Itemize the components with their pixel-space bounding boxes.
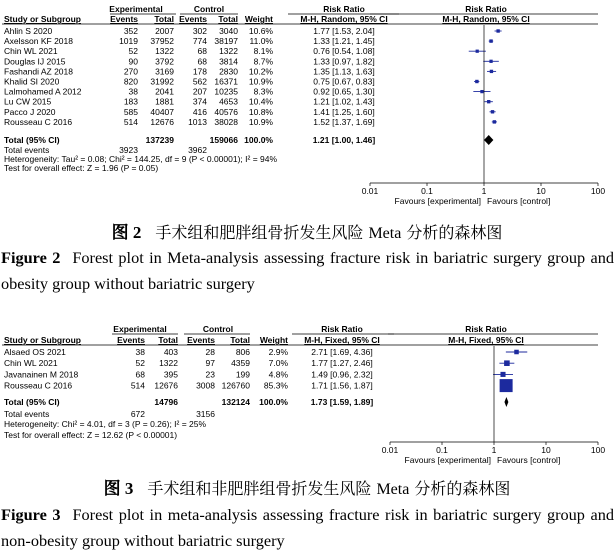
experimental-total: 3169 xyxy=(155,66,174,77)
study-row xyxy=(4,66,375,76)
study-column-header: Study or Subgroup xyxy=(4,14,81,24)
study-weight: 10.9% xyxy=(248,116,273,127)
risk-ratio-ci: 1.49 [0.96, 2.32] xyxy=(311,369,373,380)
study-weight: 7.0% xyxy=(268,358,288,369)
x-tick-label: 0.1 xyxy=(436,445,448,455)
favours-experimental-label: Favours [experimental] xyxy=(404,455,491,465)
effect-square xyxy=(476,50,479,53)
experimental-total: 1322 xyxy=(155,46,174,57)
control-events: 416 xyxy=(192,106,207,117)
effect-square xyxy=(487,100,490,103)
study-row xyxy=(4,46,375,56)
experimental-total: 31992 xyxy=(150,76,174,87)
experimental-events: 52 xyxy=(128,46,138,57)
control-total: 40576 xyxy=(214,106,238,117)
effect-square xyxy=(480,90,483,93)
effect-square xyxy=(504,360,510,366)
control-events: 23 xyxy=(205,369,215,380)
experimental-events: 52 xyxy=(135,358,145,369)
study-row xyxy=(4,107,375,117)
control-events: 562 xyxy=(192,76,207,87)
effect-square xyxy=(489,39,492,42)
effect-square xyxy=(500,379,513,392)
control-events: 1013 xyxy=(188,116,207,127)
experimental-total: 403 xyxy=(163,347,178,357)
figure2-en-label: Figure 2 xyxy=(1,248,61,267)
figure3-zh-text-a: 手术组和非肥胖组骨折发生风险 xyxy=(147,479,377,498)
heterogeneity-text: Heterogeneity: Chi² = 4.01, df = 3 (P = 0.26); I² = 25% xyxy=(4,419,207,429)
control-total: 38028 xyxy=(214,116,238,127)
pooled-diamond xyxy=(504,397,508,407)
total-row xyxy=(4,397,373,407)
study-name: Chin WL 2021 xyxy=(4,358,58,369)
study-weight: 10.2% xyxy=(248,66,273,77)
control-total: 10235 xyxy=(214,86,238,97)
study-row xyxy=(4,56,375,66)
experimental-events: 514 xyxy=(123,116,138,127)
study-weight: 2.9% xyxy=(268,347,288,357)
risk-ratio-ci: 0.76 [0.54, 1.08] xyxy=(313,46,375,57)
experimental-total: 1881 xyxy=(155,96,174,107)
control-header: Control xyxy=(202,324,234,334)
forest-plot-fig3 xyxy=(0,318,614,468)
risk-ratio-header: Risk Ratio xyxy=(323,4,365,14)
study-name: Axelsson KF 2018 xyxy=(4,36,73,47)
total-column-header: Total xyxy=(158,335,178,345)
experimental-events: 585 xyxy=(123,106,138,117)
effect-square xyxy=(490,70,493,73)
total-ci: 1.21 [1.00, 1.46] xyxy=(312,135,376,145)
control-events: 302 xyxy=(192,26,207,36)
study-weight: 10.8% xyxy=(248,106,273,117)
control-events: 207 xyxy=(192,86,207,97)
study-row xyxy=(4,358,373,368)
x-tick-label: 1 xyxy=(481,186,487,196)
favours-control-label: Favours [control] xyxy=(497,455,561,465)
total-events-control: 3156 xyxy=(196,409,215,419)
risk-ratio-plot-header: Risk Ratio xyxy=(465,4,507,14)
total-events-control: 3962 xyxy=(188,145,207,155)
total-control: 159066 xyxy=(209,135,238,145)
heterogeneity-text: Heterogeneity: Tau² = 0.08; Chi² = 144.25, df = 9 (P < 0.00001); I² = 94% xyxy=(4,154,278,164)
total-events-label: Total events xyxy=(4,409,50,419)
study-name: Fashandi AZ 2018 xyxy=(4,66,73,77)
control-total: 2830 xyxy=(219,66,238,77)
total-row xyxy=(4,135,375,145)
control-events: 28 xyxy=(205,347,215,357)
experimental-header: Experimental xyxy=(113,324,167,334)
study-weight: 10.6% xyxy=(248,26,273,36)
study-weight: 8.7% xyxy=(253,56,273,67)
experimental-events: 352 xyxy=(123,26,138,36)
figure2-zh-text-a: 手术组和肥胖组骨折发生风险 xyxy=(155,223,369,242)
study-name: Lalmohamed A 2012 xyxy=(4,86,82,97)
control-events-column-header: Events xyxy=(179,14,207,24)
x-tick-label: 1 xyxy=(491,445,497,455)
figure2-zh-label: 图 2 xyxy=(111,223,142,242)
total-events-experimental: 3923 xyxy=(119,145,138,155)
control-total: 4359 xyxy=(231,358,250,369)
control-header: Control xyxy=(193,4,225,14)
total-experimental: 14796 xyxy=(154,397,178,407)
study-row xyxy=(4,87,375,97)
control-events: 3008 xyxy=(196,380,215,391)
figure3-en-text: Forest plot in meta-analysis assessing fracture risk in bariatric surgery group and non-obesity group without bariatric surgery xyxy=(1,505,614,550)
risk-ratio-ci: 1.77 [1.27, 2.46] xyxy=(311,358,373,369)
study-weight: 4.8% xyxy=(268,369,288,380)
study-weight: 10.4% xyxy=(248,96,273,107)
study-row xyxy=(4,381,373,391)
favours-experimental-label: Favours [experimental] xyxy=(394,196,481,206)
overall-effect-text: Test for overall effect: Z = 12.62 (P < 0.00001) xyxy=(4,430,178,440)
risk-ratio-ci: 1.77 [1.53, 2.04] xyxy=(313,26,375,36)
x-tick-label: 0.01 xyxy=(381,445,399,455)
control-total: 1322 xyxy=(219,46,238,57)
total-weight: 100.0% xyxy=(244,135,273,145)
control-events: 374 xyxy=(192,96,207,107)
total-label: Total (95% CI) xyxy=(4,397,60,407)
total-ci: 1.73 [1.59, 1.89] xyxy=(310,397,374,407)
effect-square xyxy=(496,29,499,32)
total-control: 132124 xyxy=(221,397,250,407)
study-name: Javanainen M 2018 xyxy=(4,369,79,380)
study-name: Alsaed OS 2021 xyxy=(4,347,66,357)
study-column-header: Study or Subgroup xyxy=(4,335,81,345)
effect-square xyxy=(489,60,492,63)
experimental-events: 270 xyxy=(123,66,138,77)
x-tick-label: 10 xyxy=(541,445,551,455)
experimental-events: 820 xyxy=(123,76,138,87)
experimental-events: 38 xyxy=(128,86,138,97)
study-name: Chin WL 2021 xyxy=(4,46,58,57)
experimental-events: 90 xyxy=(128,56,138,67)
figure3-caption-en xyxy=(0,502,614,554)
forest-plot-fig2 xyxy=(0,0,614,214)
experimental-total: 2041 xyxy=(155,86,174,97)
risk-ratio-ci: 1.52 [1.37, 1.69] xyxy=(313,116,375,127)
figure2-caption-en xyxy=(0,245,614,297)
control-total: 38197 xyxy=(214,36,238,47)
control-events-column-header: Events xyxy=(187,335,215,345)
study-row xyxy=(4,77,375,87)
risk-ratio-plot-header: Risk Ratio xyxy=(465,324,507,334)
x-tick-label: 0.1 xyxy=(421,186,433,196)
risk-ratio-ci: 1.21 [1.02, 1.43] xyxy=(313,96,375,107)
study-row xyxy=(4,369,373,379)
risk-ratio-ci: 1.33 [0.97, 1.82] xyxy=(313,56,375,67)
effect-square xyxy=(475,80,478,83)
study-row xyxy=(4,97,375,107)
experimental-events: 514 xyxy=(130,380,145,391)
control-total: 3814 xyxy=(219,56,238,67)
total-experimental: 137239 xyxy=(145,135,174,145)
study-name: Rousseau C 2016 xyxy=(4,116,73,127)
experimental-total: 2007 xyxy=(155,26,174,36)
experimental-events: 38 xyxy=(135,347,145,357)
pooled-diamond xyxy=(484,135,493,145)
total-label: Total (95% CI) xyxy=(4,135,60,145)
study-name: Douglas IJ 2015 xyxy=(4,56,66,67)
study-weight: 8.3% xyxy=(253,86,273,97)
study-row xyxy=(4,36,375,46)
method-column-header: M-H, Random, 95% CI xyxy=(300,14,388,24)
effect-square xyxy=(500,372,505,377)
experimental-events: 68 xyxy=(135,369,145,380)
study-weight: 85.3% xyxy=(263,380,288,391)
risk-ratio-ci: 2.71 [1.69, 4.36] xyxy=(311,347,373,357)
control-total: 16371 xyxy=(214,76,238,87)
study-row xyxy=(4,117,375,127)
experimental-total: 12676 xyxy=(154,380,178,391)
total-events-experimental: 672 xyxy=(130,409,145,419)
x-tick-label: 100 xyxy=(590,445,606,455)
method-column-header: M-H, Fixed, 95% CI xyxy=(304,335,380,345)
x-tick-label: 100 xyxy=(590,186,606,196)
weight-column-header: Weight xyxy=(259,335,288,345)
control-events: 68 xyxy=(197,56,207,67)
figure3-zh-meta: Meta xyxy=(376,481,410,498)
x-tick-label: 0.01 xyxy=(361,186,379,196)
figure2-zh-meta: Meta xyxy=(368,225,402,242)
study-name: Khalid SI 2020 xyxy=(4,76,60,87)
risk-ratio-ci: 1.41 [1.25, 1.60] xyxy=(313,106,375,117)
experimental-total: 3792 xyxy=(155,56,174,67)
control-total: 806 xyxy=(235,347,250,357)
experimental-total: 37952 xyxy=(150,36,174,47)
experimental-header: Experimental xyxy=(109,4,163,14)
experimental-total: 395 xyxy=(163,369,178,380)
total-events-label: Total events xyxy=(4,145,50,155)
method-plot-header: M-H, Fixed, 95% CI xyxy=(448,335,524,345)
total-events-row xyxy=(4,409,215,419)
figure3-caption-zh xyxy=(0,474,614,499)
experimental-events: 183 xyxy=(123,96,138,107)
study-weight: 8.1% xyxy=(253,46,273,57)
control-total-column-header: Total xyxy=(230,335,250,345)
risk-ratio-ci: 1.71 [1.56, 1.87] xyxy=(311,380,373,391)
total-weight: 100.0% xyxy=(259,397,288,407)
effect-square xyxy=(493,120,496,123)
figure2-caption-zh xyxy=(0,218,614,243)
study-name: Ahlin S 2020 xyxy=(4,26,53,36)
study-name: Pacco J 2020 xyxy=(4,106,56,117)
method-plot-header: M-H, Random, 95% CI xyxy=(442,14,530,24)
control-events: 68 xyxy=(197,46,207,57)
experimental-events: 1019 xyxy=(119,36,138,47)
study-weight: 11.0% xyxy=(249,36,273,47)
x-tick-label: 10 xyxy=(536,186,546,196)
effect-square xyxy=(491,110,494,113)
control-events: 178 xyxy=(192,66,207,77)
experimental-total: 1322 xyxy=(159,358,178,369)
control-total: 126760 xyxy=(221,380,250,391)
study-weight: 10.9% xyxy=(248,76,273,87)
figure3-en-label: Figure 3 xyxy=(1,505,61,524)
figure3-zh-label: 图 3 xyxy=(103,479,134,498)
risk-ratio-ci: 1.35 [1.13, 1.63] xyxy=(313,66,375,77)
study-row xyxy=(4,347,373,357)
events-column-header: Events xyxy=(117,335,145,345)
control-total: 4653 xyxy=(219,96,238,107)
figure3-zh-text-b: 分析的森林图 xyxy=(409,479,511,498)
study-name: Lu CW 2015 xyxy=(4,96,52,107)
events-column-header: Events xyxy=(110,14,138,24)
total-column-header: Total xyxy=(154,14,174,24)
risk-ratio-ci: 0.75 [0.67, 0.83] xyxy=(313,76,375,87)
experimental-total: 12676 xyxy=(150,116,174,127)
risk-ratio-ci: 0.92 [0.65, 1.30] xyxy=(313,86,375,97)
control-total-column-header: Total xyxy=(218,14,238,24)
favours-control-label: Favours [control] xyxy=(487,196,551,206)
risk-ratio-ci: 1.33 [1.21, 1.45] xyxy=(313,36,375,47)
risk-ratio-header: Risk Ratio xyxy=(321,324,363,334)
overall-effect-text: Test for overall effect: Z = 1.96 (P = 0.05) xyxy=(4,163,159,173)
effect-square xyxy=(514,350,519,355)
experimental-total: 40407 xyxy=(150,106,174,117)
control-events: 774 xyxy=(192,36,207,47)
control-total: 3040 xyxy=(219,26,238,36)
weight-column-header: Weight xyxy=(244,14,273,24)
control-total: 199 xyxy=(235,369,250,380)
figure2-en-text: Forest plot in Meta-analysis assessing fracture risk in bariatric surgery group and obesity group without bariatric surgery xyxy=(1,248,614,293)
study-row xyxy=(4,26,375,36)
control-events: 97 xyxy=(205,358,215,369)
study-name: Rousseau C 2016 xyxy=(4,380,73,391)
figure2-zh-text-b: 分析的森林图 xyxy=(401,223,503,242)
